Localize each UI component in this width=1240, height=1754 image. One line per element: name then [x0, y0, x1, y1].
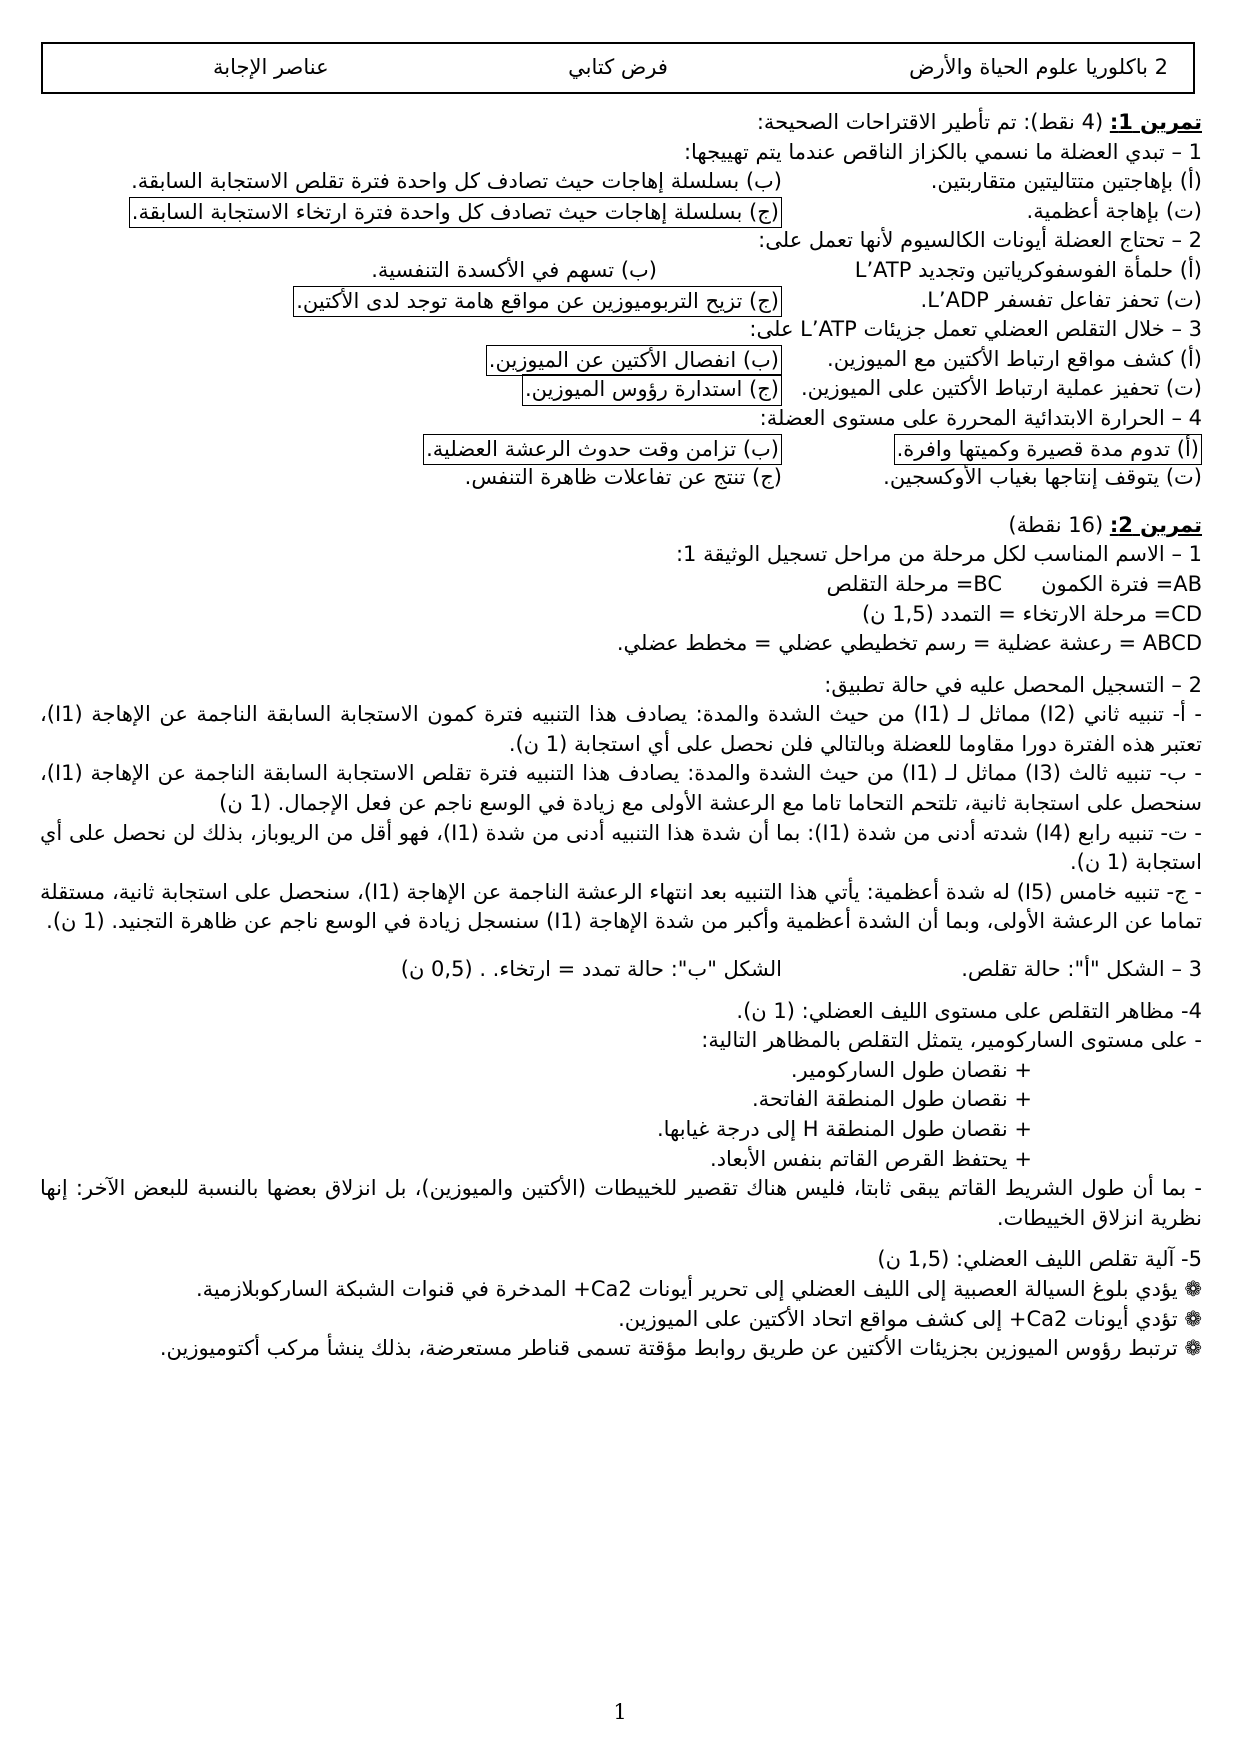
ex1-q1-option-b: (ب) بسلسلة إهاجات حيث تصادف كل واحدة فترة تقلص الاستجابة السابقة.	[131, 169, 782, 194]
ex2-q5-item: ❁ يؤدي بلوغ السيالة العصبية إلى الليف العضلي إلى تحرير أيونات Ca2+ المدخرة في قنوات الشبكة الساركوبلازمية.	[195, 1276, 1202, 1301]
ex2-q1-row1	[40, 570, 1202, 600]
exercise-1-title: تمرين 1:	[1109, 110, 1202, 134]
ex2-q1-abcd: ABCD = رعشة عضلية = رسم تخطيطي عضلي = مخطط عضلي.	[616, 631, 1202, 656]
header-box	[41, 42, 1195, 94]
ex1-q2-row2	[40, 286, 1202, 316]
ex1-q2-option-b: (ب) تسهم في الأكسدة التنفسية.	[371, 257, 657, 282]
ex1-q1-option-j-correct: (ج) بسلسلة إهاجات حيث تصادف كل واحدة فترة ارتخاء الاستجابة السابقة.	[129, 197, 782, 229]
ex2-q2-stem: 2 – التسجيل المحصل عليه في حالة تطبيق:	[824, 672, 1202, 697]
ex1-q2-option-t: (ت) تحفز تفاعل تفسفر L’ADP.	[920, 287, 1202, 312]
ex1-q1-stem: 1 – تبدي العضلة ما نسمي بالكزاز الناقص عندما يتم تهييجها:	[683, 139, 1202, 164]
ex2-q1-bc: BC= مرحلة التقلص	[826, 571, 1002, 596]
exercise-1-heading	[40, 108, 1202, 138]
ex1-q3-option-t: (ت) تحفيز عملية ارتباط الأكتين على الميوزين.	[800, 376, 1202, 401]
ex1-q1-row1	[40, 167, 1202, 197]
ex2-q3-shape-b: الشكل "ب": حالة تمدد = ارتخاء. . (0,5 ن)	[400, 957, 782, 982]
ex1-q3-option-j-correct: (ج) استدارة رؤوس الميوزين.	[522, 374, 782, 406]
ex1-q1-option-t: (ت) بإهاجة أعظمية.	[1026, 198, 1202, 223]
ex2-q5-item: ❁ ترتبط رؤوس الميوزين بجزيئات الأكتين عن طريق روابط مؤقتة تسمى قناطر مستعرضة، بذلك ينشأ مركب أكتوميوزين.	[159, 1336, 1202, 1361]
ex1-q2-option-j-correct: (ج) تزيح التربوميوزين عن مواقع هامة توجد لدى الأكتين.	[293, 286, 782, 318]
header-section: عناصر الإجابة	[213, 55, 329, 79]
ex1-q4-option-t: (ت) يتوقف إنتاجها بغياب الأوكسجين.	[883, 465, 1202, 490]
page-number: 1	[613, 1700, 627, 1724]
header-level: 2 باكلوريا علوم الحياة والأرض	[909, 55, 1168, 79]
ex2-q1-stem: 1 – الاسم المناسب لكل مرحلة من مراحل تسجيل الوثيقة 1:	[675, 542, 1202, 567]
ex2-q2-part-b: - ب- تنبيه ثالث (I3) مماثل لـ (I1) من حيث الشدة والمدة: يصادف هذا التنبيه فترة تقلص الاستجابة السابقة الناجمة عن الإهاجة (I1)، سنحصل على استجابة ثانية، تلتحم التحاما تاما مع الرعشة الأولى مع زيادة في الوسع ناجم عن فعل الإجمال. (1 ن)	[40, 761, 1202, 816]
ex2-q2-part-j: - ج- تنبيه خامس (I5) له شدة أعظمية: يأتي هذا التنبيه بعد انتهاء الرعشة الناجمة عن الإهاجة (I1)، سنحصل على استجابة ثانية، مستقلة تماما عن الرعشة الأولى، وبما أن الشدة أعظمية وأكبر من شدة الإهاجة (I1) سنسجل زيادة في الوسع ناجم عن ظاهرة التجنيد. (1 ن).	[40, 879, 1202, 934]
ex1-q1-option-a: (أ) بإهاجتين متتاليتين متقاربتين.	[930, 169, 1202, 194]
exercise-2-title: تمرين 2:	[1109, 512, 1202, 537]
exercise-2-heading	[40, 511, 1202, 541]
ex1-q3-row1	[40, 345, 1202, 375]
exercise-2-points: (16 نقطة)	[1008, 512, 1104, 537]
ex1-q3-row2	[40, 374, 1202, 404]
exercise-1-points: (4 نقط): تم تأطير الاقتراحات الصحيحة:	[756, 110, 1104, 134]
ex2-q4-item: + يحتفظ القرص القاتم بنفس الأبعاد.	[710, 1146, 1032, 1171]
ex1-q3-option-b-correct: (ب) انفصال الأكتين عن الميوزين.	[486, 345, 782, 377]
ex1-q3-option-a: (أ) كشف مواقع ارتباط الأكتين مع الميوزين.	[827, 346, 1202, 371]
ex2-q4-intro: - على مستوى الساركومير، يتمثل التقلص بالمظاهر التالية:	[701, 1028, 1202, 1053]
ex1-q4-row2	[40, 463, 1202, 493]
ex2-q4-conclusion: - بما أن طول الشريط القاتم يبقى ثابتا، فليس هناك تقصير للخييطات (الأكتين والميوزين)، بل انزلاق بعضها بالنسبة للبعض الآخر: إنها نظرية انزلاق الخييطات.	[40, 1176, 1202, 1230]
ex1-q3-stem: 3 – خلال التقلص العضلي تعمل جزيئات L’ATP على:	[749, 317, 1202, 342]
ex2-q2-part-a: - أ- تنبيه ثاني (I2) مماثل لـ (I1) من حيث الشدة والمدة: يصادف هذا التنبيه فترة كمون الاستجابة السابقة الناجمة عن الإهاجة (I1)، تعتبر هذه الفترة دورا مقاوما للعضلة وبالتالي فلن نحصل على أي استجابة (1 ن).	[40, 702, 1202, 756]
ex2-q4-item: + نقصان طول المنطقة الفاتحة.	[751, 1087, 1032, 1112]
ex1-q2-row1	[40, 256, 1202, 286]
ex1-q4-option-a-correct: (أ) تدوم مدة قصيرة وكميتها وافرة.	[894, 434, 1202, 466]
ex2-q5-item: ❁ تؤدي أيونات Ca2+ إلى كشف مواقع اتحاد الأكتين على الميوزين.	[618, 1306, 1202, 1331]
ex2-q4-item: + نقصان طول الساركومير.	[790, 1057, 1032, 1082]
ex2-q2-part-t: - ت- تنبيه رابع (I4) شدته أدنى من شدة (I1): بما أن شدة هذا التنبيه أدنى من شدة (I1)، فهو أقل من الريوباز، بذلك لن نحصل على أي استجابة (1 ن).	[40, 820, 1202, 875]
ex1-q2-option-a: (أ) حلمأة الفوسفوكرياتين وتجديد L’ATP	[854, 257, 1202, 282]
document-body	[40, 108, 1202, 1364]
ex1-q4-option-b-correct: (ب) تزامن وقت حدوث الرعشة العضلية.	[423, 434, 782, 466]
ex1-q2-stem: 2 – تحتاج العضلة أيونات الكالسيوم لأنها تعمل على:	[758, 228, 1202, 253]
ex2-q5-stem: 5- آلية تقلص الليف العضلي: (1,5 ن)	[877, 1247, 1202, 1272]
ex1-q1-row2	[40, 197, 1202, 227]
ex2-q4-item: + نقصان طول المنطقة H إلى درجة غيابها.	[656, 1117, 1032, 1141]
ex2-q3-row	[40, 955, 1202, 985]
ex2-q1-ab: AB= فترة الكمون	[1041, 571, 1202, 596]
header-type: فرض كتابي	[568, 55, 668, 79]
ex2-q1-cd: CD= مرحلة الارتخاء = التمدد (1,5 ن)	[861, 601, 1202, 626]
ex1-q4-row1	[40, 434, 1202, 464]
ex1-q4-option-j: (ج) تنتج عن تفاعلات ظاهرة التنفس.	[464, 465, 782, 490]
ex1-q4-stem: 4 – الحرارة الابتدائية المحررة على مستوى العضلة:	[759, 405, 1202, 430]
ex2-q3-shape-a: 3 – الشكل "أ": حالة تقلص.	[961, 957, 1202, 982]
ex2-q4-stem: 4- مظاهر التقلص على مستوى الليف العضلي: (1 ن).	[736, 998, 1202, 1023]
